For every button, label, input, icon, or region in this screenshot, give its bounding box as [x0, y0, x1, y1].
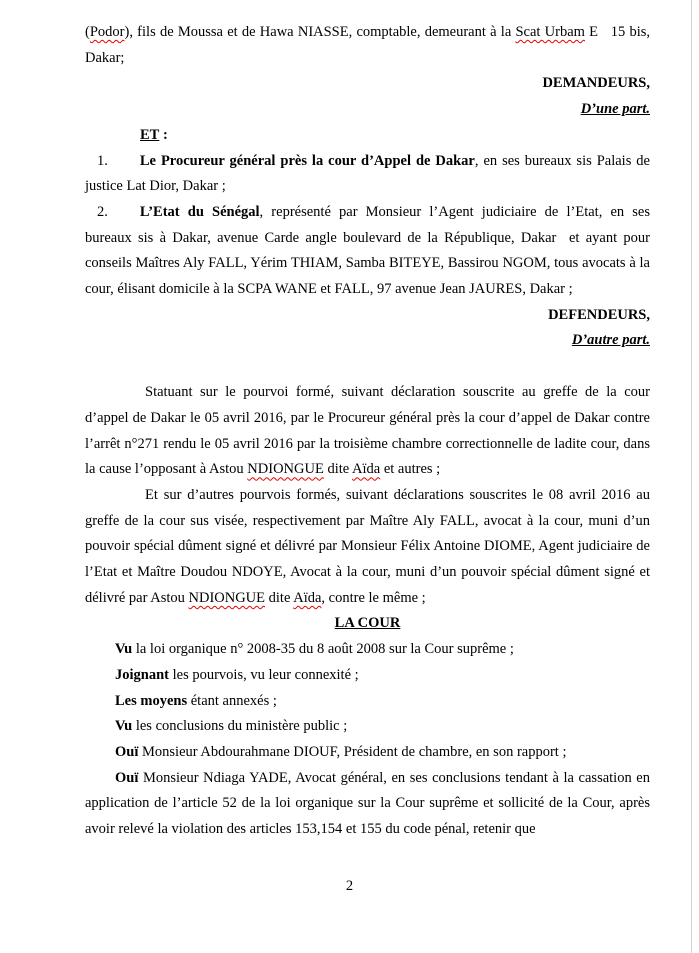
text-segment: Vu	[115, 718, 133, 735]
list-item-procureur	[85, 149, 650, 200]
text-segment: la loi organique n° 2008-35 du 8 août 2008 sur la Cour suprême ;	[132, 641, 514, 658]
heading-la-cour	[85, 611, 650, 637]
text-segment: 2.	[97, 203, 108, 220]
text-segment: étant annexés ;	[187, 692, 277, 709]
text-segment: Monsieur Ndiaga YADE, Avocat général, en ses conclusions tendant à la cassation en application de l’article 52 de la loi organique sur la Cour suprême et sollicité de la Cour, après avoir relevé la violation des articles 153,154 et 155 du code pénal, retenir que	[85, 769, 650, 838]
document-body	[85, 20, 650, 843]
text-segment: , en ses bureaux sis Palais de justice Lat Dior, Dakar ;	[85, 152, 650, 195]
text-segment: (	[85, 24, 90, 40]
paragraph-et-sur-pourvois	[85, 483, 650, 612]
paragraph-vu-loi	[85, 637, 650, 663]
paragraph-les-moyens	[85, 689, 650, 715]
text-segment: les conclusions du ministère public ;	[132, 718, 348, 735]
label-demandeurs: DEMANDEURS,	[542, 75, 650, 92]
misspelled-text: Podor	[89, 24, 125, 40]
text-segment: dite	[323, 461, 353, 478]
heading-la-cour-text: LA COUR	[334, 615, 401, 632]
text-segment: Et sur d’autres pourvois formés, suivant déclarations souscrites le 08 avril 2016 au greffe de la cour sus visée, respectivement par Maître Aly FALL, avocat à la cour, muni d’un pouvoir spécial dûment signé et délivré par Monsieur Félix Antoine DIOME, Agent judiciaire de l’Etat et Maître Doudou NDOYE, Avocat à la cour, muni d’un pouvoir spécial dûment signé et délivré par Astou	[85, 486, 650, 606]
text-segment: Les moyens	[115, 692, 188, 709]
misspelled-text: NDIONGUE	[247, 461, 324, 478]
text-segment: L’Etat du Sénégal	[139, 203, 260, 220]
paragraph-vu-conclusions	[85, 714, 650, 740]
paragraph-oui-diouf	[85, 740, 650, 766]
list-item-etat-senegal	[85, 200, 650, 303]
paragraph-party-address	[85, 20, 650, 71]
paragraph-oui-yade	[85, 766, 650, 843]
text-segment: Monsieur Abdourahmane DIOUF, Président de chambre, en son rapport ;	[138, 743, 567, 760]
label-dautre-part: D’autre part.	[571, 332, 650, 349]
text-segment: ET	[140, 126, 160, 143]
label-defendeurs: DEFENDEURS,	[548, 306, 650, 323]
text-segment: Le Procureur général près la cour d’Appel de Dakar	[139, 152, 475, 169]
heading-et	[140, 123, 650, 149]
text-segment: E 15 bis, Dakar;	[85, 24, 650, 66]
text-segment: Statuant sur le pourvoi formé, suivant déclaration souscrite au greffe de la cour d’appel de Dakar le 05 avril 2016, par le Procureur général près la cour d’appel de Dakar contre l’arrêt n°271 rendu le 05 avril 2016 par la troisième chambre correctionnelle de ladite cour, dans la cause l’opposant à Astou	[85, 384, 650, 478]
misspelled-text: Scat Urbam	[515, 24, 585, 40]
text-segment: , représenté par Monsieur l’Agent judiciaire de l’Etat, en ses bureaux sis à Dakar, avenue Carde angle boulevard de la République, Dakar et ayant pour conseils Maîtres Aly FALL, Yérim THIAM, Samba BITEYE, Bassirou NGOM, tous avocats à la cour, élisant domicile à la SCPA WANE et FALL, 97 avenue Jean JAURES, Dakar ;	[85, 203, 650, 298]
text-segment: dite	[265, 589, 294, 606]
text-segment: les pourvois, vu leur connexité ;	[169, 666, 359, 683]
text-segment: Ouï	[115, 743, 139, 760]
text-segment: Vu	[115, 641, 133, 658]
label-dune-part: D’une part.	[580, 101, 650, 118]
misspelled-text: Aïda	[293, 589, 322, 606]
text-segment: :	[159, 126, 168, 143]
misspelled-text: NDIONGUE	[188, 589, 266, 606]
text-segment: et autres ;	[380, 461, 441, 478]
text-segment: Ouï	[115, 769, 139, 786]
text-segment: Joignant	[115, 666, 169, 683]
text-segment: 1.	[97, 152, 108, 169]
page-number: 2	[345, 878, 354, 894]
paragraph-joignant	[85, 663, 650, 689]
text-segment: ), fils de Moussa et de Hawa NIASSE, comptable, demeurant à la	[124, 24, 516, 40]
page-edge-line	[691, 0, 692, 953]
paragraph-statuant	[85, 380, 650, 483]
misspelled-text: Aïda	[352, 461, 381, 478]
text-segment: , contre le même ;	[321, 589, 426, 606]
